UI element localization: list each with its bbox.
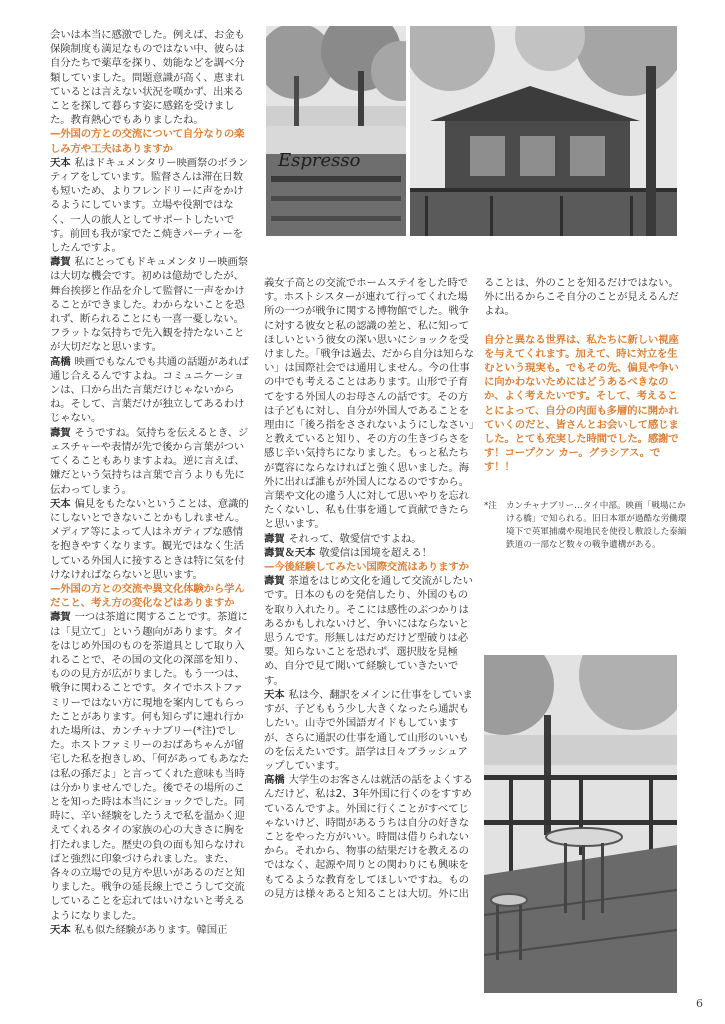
speaker-name: 天本 <box>264 688 285 701</box>
speaker-paragraph <box>50 610 253 922</box>
speaker-name: 壽賀 <box>264 532 285 545</box>
question-heading: —外国の方との交流や異文化体験から学んだこと、考え方の変化などはありますか <box>50 582 245 610</box>
speaker-text: 偏見をもたないということは、意識的にしないとできないことかもしれません。メディア等によって人はネガティブな感情を抱きやすくなります。観光ではなく生活している外国人に接するときは特に気を付けなければならないと思います。 <box>50 497 249 581</box>
speaker-text: 映画でもなんでも共通の話題があれば通じ合えるんですよね。コミュニケーションは、口から出た言葉だけじゃないからね。そして、言葉だけが独立してあるわけじゃない。 <box>50 355 249 425</box>
speaker-paragraph <box>50 923 253 937</box>
speaker-name: 壽賀 <box>50 256 71 269</box>
speaker-text: 私にとってもドキュメンタリー映画祭は大切な機会です。初めは億劫でしたが、舞台挨拶と作品を介して監督に一声をかけることができました。わからないことを恐れず、断られることにも一喜一憂しない。フラットな気持ちで先入観を持たないことが大切だなと思います。 <box>50 256 248 354</box>
speaker-text: 茶道をはじめ文化を通して交流がしたいです。日本のものを発信したり、外国のものを取り入れたり。そこには感性のぶつかりはあるかもしれないけど、争いにはならないと思うんです。形無しはだめだけど型破りは必要。知らないことを恐れず、選択肢を見極め、自分で見て聞いて経験していきたいです。 <box>264 575 473 687</box>
speaker-name: 高橋 <box>264 774 285 787</box>
speaker-name: 壽賀＆天本 <box>264 546 316 559</box>
speaker-name: 天本 <box>50 156 71 169</box>
photo-cafe-house <box>410 26 677 236</box>
page-number: 6 <box>696 997 703 1010</box>
column-2 <box>264 276 474 901</box>
speaker-paragraph <box>264 688 474 773</box>
footnote <box>484 500 694 552</box>
photo-veranda-table-image <box>484 655 677 993</box>
body-paragraph: 会いは本当に感激でした。例えば、お金も保険制度も満足なものではない中、彼らは自分たちで薬草を探り、効能などを調べ分類していました。問題意識が高く、恵まれているとは言えない状況を嘆かず、出来ることを探して暮らす姿に感銘を受けました。教育熱心でもありましたね。 <box>50 29 245 127</box>
speaker-paragraph <box>50 497 253 582</box>
photo-park-bench-image <box>266 26 406 236</box>
closing-message: 自分と異なる世界は、私たちに新しい視座を与えてくれます。加えて、時に対立を生むという現実も。でもその先、偏見や争いに向かわないためにはどうあるべきなのか、よく考えたいです。そして、考えることによって、自分の内面も多層的に開かれていくのだと、皆さんとお会いして感じました。とても充実した時間でした。感謝です！コープクン カー。グラシアス。です！！ <box>484 333 679 474</box>
speaker-paragraph <box>50 156 253 255</box>
speaker-text: 一つは茶道に関することです。茶道には「見立て」という趣向があります。タイをはじめ外国のものを茶道具として取り入れることで、その国の文化の深部を知り、ものの見方が広がりました。もう一つは、戦争に関わることです。タイでホストファミリーではない方に現地を案内してもらったことがあります。何も知らずに連れ行かれた場所は、カンチャナブリー(*注)でした。ホストファミリーのおばあちゃんが留宅した私を抱きしめ、「何があってもあなたは私の孫だよ」と言ってくれた意味も当時は分かりませんでした。後でその場所のことを知った時は本当にショックでした。同時に、辛い経験をしたうえで私を温かく迎えてくれるタイの家族の心の大きさに胸を打たれました。歴史の負の面も知らなければと強烈に印象づけられました。また、各々の立場での見方や思いがあるのだと知りました。戦争の延長線上でこうして交流していることを忘れてはいけないと考えるようになりました。 <box>50 611 250 922</box>
footnote-text: カンチャナブリー…タイ中部。映画「戦場にかける橋」で知られる。旧日本軍が過酷な労働環境下で英軍捕虜や現地民を使役し敷設した泰緬鉄道の一部など数々の戦争遺構がある。 <box>506 501 687 550</box>
speaker-paragraph <box>264 546 474 560</box>
photo-sign-text: Espresso <box>278 150 361 171</box>
question-heading: —外国の方との交流について自分なりの楽しみ方や工夫はありますか <box>50 128 245 155</box>
column-1 <box>50 28 253 937</box>
photo-park-bench <box>266 26 406 236</box>
speaker-name: 壽賀 <box>50 426 71 439</box>
speaker-name: 壽賀 <box>50 611 71 624</box>
body-paragraph: 義女子高との交流でホームステイをした時です。ホストシスターが連れて行ってくれた場所の一つが戦争に関する博物館でした。戦争に対する彼女と私の認識の差と、私に知ってほしいという彼女の深い思いにショックを受けました。「戦争は過去、だから自分は知らない」は国際社会では通用しません。今の仕事の中でも考えることはあります。山形で子育てをする外国人のお母さんの話です。その方は子どもに対し、自分が外国人であることを理由に「後ろ指をさされないようにしなさい」と教えていると知り、その方の生きづらさを感じ辛い気持ちになりました。もっと私たちが寛容にならなければと強く思いました。海外に出れば誰もが外国人になるのですから。言葉や文化の違う人に対して思いやりを忘れたくないし、私も仕事を通して貢献できたらと思います。 <box>264 277 474 531</box>
col3-text: ることは、外のことを知るだけではない。外に出るからこそ自分のことが見えるんだよね。 <box>484 277 679 318</box>
photo-cafe-house-image <box>410 26 677 236</box>
speaker-paragraph <box>264 532 474 546</box>
question-heading: —今後経験してみたい国際交流はありますか <box>264 561 469 574</box>
speaker-text: そうですね。気持ちを伝えるとき、ジェスチャーや表情が先で後から言葉がついてくることもありますよね。逆に言えば、嫌だという気持ちは言葉で言うよりも先に伝わってしまう。 <box>50 426 249 496</box>
speaker-text: 私も似た経験があります。韓国正 <box>74 923 228 936</box>
speaker-name: 天本 <box>50 923 71 936</box>
speaker-text: 私はドキュメンタリー映画祭のボランティアをしています。監督さんは滞在日数も短いため、よりフレンドリーに声をかけるようにしています。立場や役割ではなく、一人の旅人としてサポートしたいです。前回も我が家でたこ焼きパーティーをしたんですよ。 <box>50 156 249 255</box>
speaker-text: 敬愛信は国境を超える！ <box>319 546 432 559</box>
speaker-name: 高橋 <box>50 355 71 368</box>
speaker-name: 壽賀 <box>264 575 285 588</box>
speaker-text: 私は今、翻訳をメインに仕事をしていますが、子どももう少し大きくなったら通訳もしたい。山寺で外国語ガイドもしていますが、さらに通訳の仕事を通して山形のいいものを伝えたいです。語学は日々ブラッシュアップしています。 <box>264 688 473 772</box>
speaker-paragraph <box>50 426 253 497</box>
speaker-paragraph <box>264 574 474 688</box>
speaker-name: 天本 <box>50 497 71 510</box>
speaker-text: 大学生のお客さんは就活の話をよくするんだけど、私は2、3年外国に行くのをすすめているんですよ。外国に行くことがすべてじゃないけど、時間があるうちは自分の好きなことをやった方がいい。時間は借りられないから。それから、物事の結果だけを教えるのではなく、起源や周りとの関わりにも興味をもてるような教育をしてほしいですね。ものの見方は様々あると知ることは大切。外に出 <box>264 774 473 900</box>
column-3 <box>484 276 684 475</box>
footnote-mark: *注 <box>484 501 497 511</box>
speaker-paragraph <box>50 355 253 426</box>
speaker-text: それって、敬愛信ですよね。 <box>288 532 422 545</box>
photo-veranda-table <box>484 655 677 993</box>
speaker-paragraph <box>50 255 253 354</box>
speaker-paragraph <box>264 773 474 901</box>
